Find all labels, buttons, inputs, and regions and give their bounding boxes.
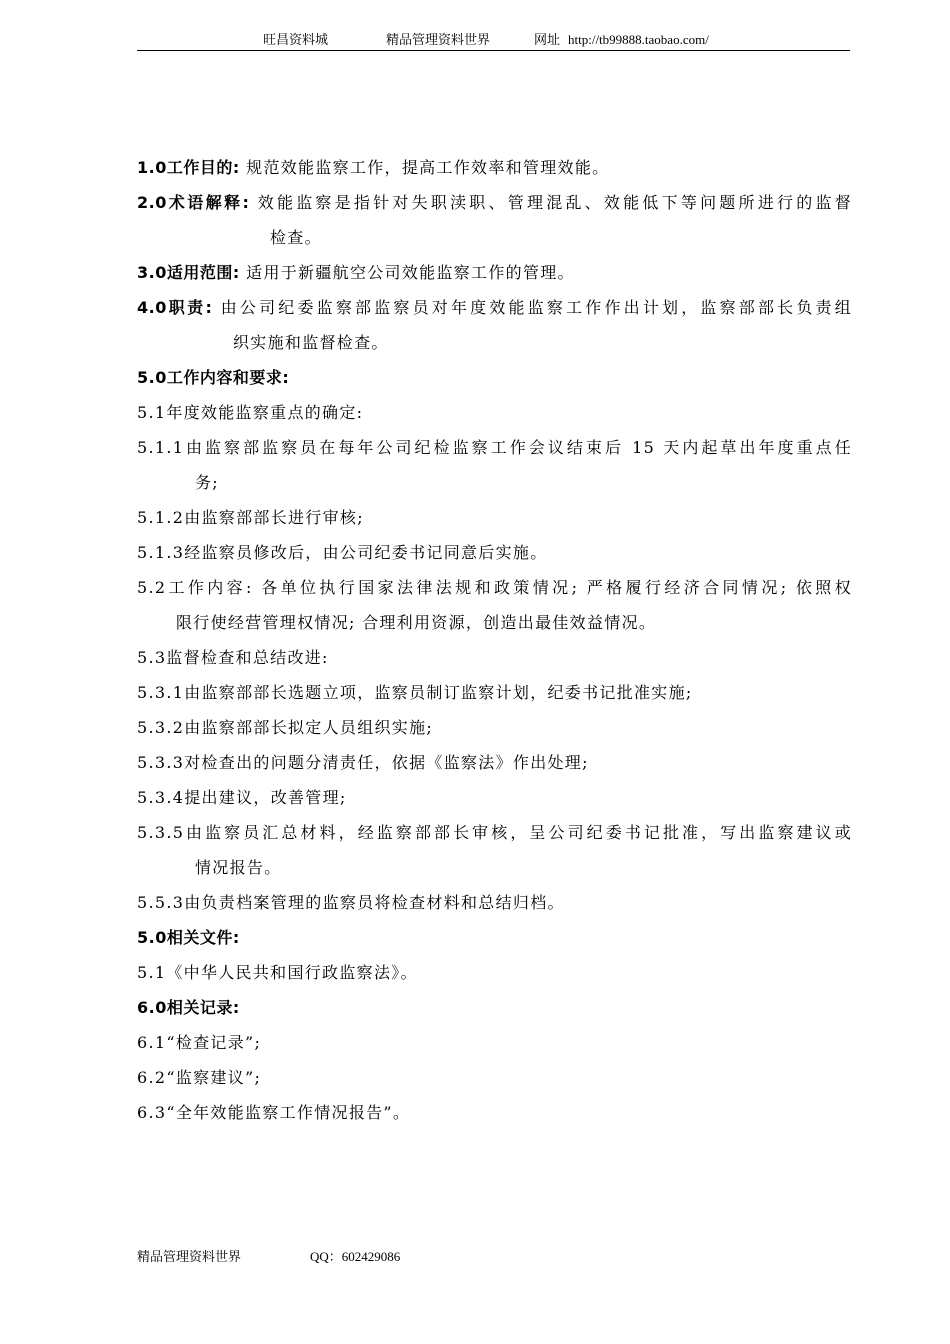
related-record-item: 6.1“检查记录”; [137, 1033, 262, 1052]
clause-5-3: 5.3监督检查和总结改进: [137, 648, 329, 667]
text-purpose: 规范效能监察工作，提高工作效率和管理效能。 [246, 158, 610, 177]
heading-related-records: 6.0相关记录: [137, 998, 240, 1017]
section-scope [137, 255, 852, 290]
heading-scope: 3.0适用范围: [137, 263, 240, 282]
related-doc-item: 5.1《中华人民共和国行政监察法》。 [137, 963, 418, 982]
heading-related-docs: 5.0相关文件: [137, 928, 240, 947]
section-related-docs [137, 920, 852, 955]
document-body [137, 150, 852, 1130]
text-duty-continued: 织实施和监督检查。 [233, 333, 389, 352]
heading-duty: 4.0职责: [137, 298, 213, 317]
section-related-records [137, 990, 852, 1025]
section-work [137, 360, 852, 395]
heading-terms: 2.0术语解释: [137, 193, 250, 212]
clause-5-3-1: 5.3.1由监察部部长选题立项，监察员制订监察计划，纪委书记批准实施; [137, 683, 693, 702]
heading-purpose: 1.0工作目的: [137, 158, 240, 177]
text-scope: 适用于新疆航空公司效能监察工作的管理。 [246, 263, 575, 282]
clause-5-1-2: 5.1.2由监察部部长进行审核; [137, 508, 364, 527]
clause-5-5-3: 5.5.3由负责档案管理的监察员将检查材料和总结归档。 [137, 893, 565, 912]
clause-5-1-3: 5.1.3经监察员修改后，由公司纪委书记同意后实施。 [137, 543, 548, 562]
clause-5-3-5: 5.3.5由监察员汇总材料，经监察部部长审核，呈公司纪委书记批准，写出监察建议或 [137, 823, 852, 842]
footer-brand: 精品管理资料世界 [137, 1249, 242, 1264]
header-shop-name: 旺昌资料城 [263, 32, 329, 47]
page-header [137, 30, 850, 51]
clause-5-2-continued: 限行使经营管理权情况; 合理利用资源，创造出最佳效益情况。 [176, 613, 657, 632]
header-brand: 精品管理资料世界 [386, 32, 491, 47]
clause-5-3-3: 5.3.3对检查出的问题分清责任，依据《监察法》作出处理; [137, 753, 589, 772]
clause-5-3-2: 5.3.2由监察部部长拟定人员组织实施; [137, 718, 434, 737]
section-duty [137, 290, 852, 325]
clause-5-2: 5.2工作内容: 各单位执行国家法律法规和政策情况; 严格履行经济合同情况; 依照权 [137, 578, 852, 597]
section-purpose [137, 150, 852, 185]
clause-5-1-1: 5.1.1由监察部监察员在每年公司纪检监察工作会议结束后 15 天内起草出年度重点任 [137, 438, 852, 457]
text-terms-continued: 检查。 [270, 228, 322, 247]
clause-5-1: 5.1年度效能监察重点的确定: [137, 403, 364, 422]
text-duty: 由公司纪委监察部监察员对年度效能监察工作作出计划，监察部部长负责组 [220, 298, 852, 317]
text-terms: 效能监察是指针对失职渎职、管理混乱、效能低下等问题所进行的监督 [257, 193, 852, 212]
related-record-item: 6.2“监察建议”; [137, 1068, 262, 1087]
heading-work: 5.0工作内容和要求: [137, 368, 290, 387]
section-terms [137, 185, 852, 220]
clause-5-3-4: 5.3.4提出建议，改善管理; [137, 788, 347, 807]
header-url-link[interactable]: http://tb99888.taobao.com/ [568, 32, 709, 47]
clause-5-1-1-continued: 务; [195, 473, 219, 492]
footer-qq: QQ：602429086 [310, 1249, 401, 1264]
clause-5-3-5-continued: 情况报告。 [195, 858, 282, 877]
related-record-item: 6.3“全年效能监察工作情况报告”。 [137, 1103, 411, 1122]
header-url-label: 网址 [534, 32, 561, 47]
